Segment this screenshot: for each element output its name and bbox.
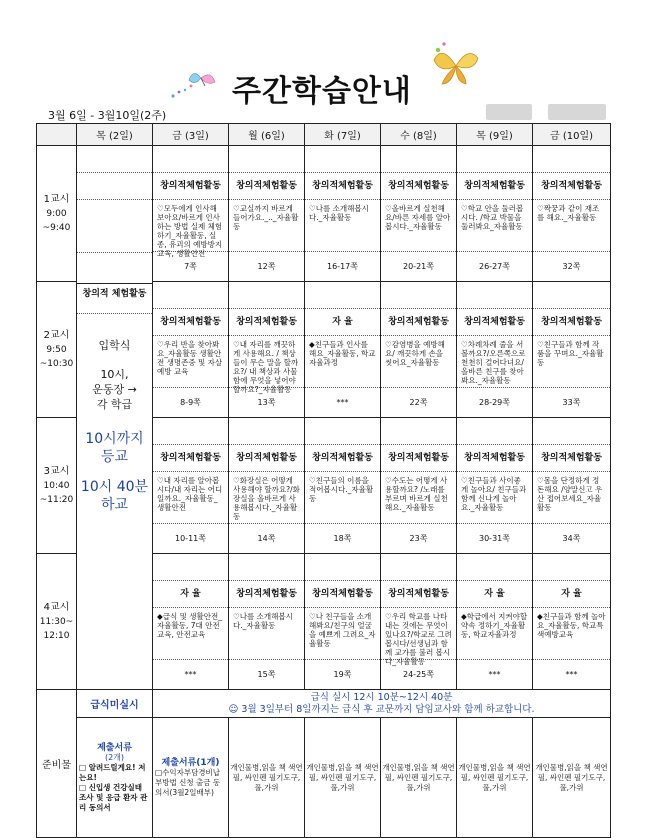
spacer xyxy=(229,146,304,173)
lesson-page: 33쪽 xyxy=(562,398,581,407)
lesson-page: 28-29쪽 xyxy=(479,398,510,407)
lesson-content: ◆급식 및 생활안전_자율활동, 7대 안전교육, 안전교육 xyxy=(153,608,228,660)
lesson-content: ♡수도는 어떻게 사용할까요? /노래를 부르며 바르게 실천해요._자율활동 xyxy=(381,472,456,524)
lesson-cell xyxy=(457,282,533,418)
lesson-page: *** xyxy=(565,670,578,679)
lesson-cell xyxy=(533,418,611,554)
lesson-page: 19쪽 xyxy=(333,670,352,679)
lesson-content: ◆친구들과 함께 놀아요_자율활동, 학교특색예방교육 xyxy=(533,608,610,660)
lesson-subject: 창의적체험활동 xyxy=(381,173,456,200)
lesson-cell xyxy=(381,146,457,282)
period-label xyxy=(37,554,77,690)
lunch-line-2: ☺ 3월 3일부터 8일까지는 급식 후 교문까지 담임교사와 함께 하교합니다. xyxy=(228,703,535,715)
lesson-page: 30-31쪽 xyxy=(479,534,510,543)
spacer xyxy=(229,282,304,309)
prep-row xyxy=(37,718,611,838)
redacted-text xyxy=(548,104,606,120)
lesson-content: ♡우리 반을 찾아봐요_자율활동 생활안전 생명존중 및 자살예방 교육 xyxy=(153,336,228,388)
lesson-subject: 창의적체험활동 xyxy=(153,309,228,336)
period-end: 12:10 xyxy=(43,630,70,641)
period-row xyxy=(37,146,611,282)
first-day-time: 10시, xyxy=(100,368,129,381)
lesson-cell xyxy=(229,146,305,282)
day-header: 화 (7일) xyxy=(305,124,381,146)
lesson-subject: 창의적체험활동 xyxy=(533,309,610,336)
page-header xyxy=(0,0,648,122)
weekly-schedule-table xyxy=(36,123,611,838)
day-header: 수 (8일) xyxy=(381,124,457,146)
period-name: 4교시 xyxy=(43,601,70,613)
lesson-content: ♡친구들의 이름을 적어봅시다._자율활동 xyxy=(305,472,380,524)
lesson-content: ♡몸을 단정하게 정돈해요 /양말신고 우산 접어보세요_자율활동 xyxy=(533,472,610,524)
lesson-page: 12쪽 xyxy=(257,262,276,271)
lesson-cell xyxy=(305,554,381,690)
spacer xyxy=(153,418,228,445)
first-day-event: 입학식 xyxy=(98,339,131,352)
lesson-subject: 자 율 xyxy=(533,581,610,608)
first-day-column xyxy=(77,146,153,690)
lesson-subject: 창의적체험활동 xyxy=(153,445,228,472)
lesson-cell xyxy=(305,418,381,554)
spacer xyxy=(153,146,228,173)
lesson-content: ♡나를 소개해봅시다._자율활동 xyxy=(229,608,304,660)
lesson-subject: 창의적체험활동 xyxy=(305,445,380,472)
prep-daily: 개인물병,읽을 책 색연필, 싸인펜 필기도구,풀,가위 xyxy=(229,718,305,838)
lesson-cell xyxy=(533,554,611,690)
lesson-content: ♡내 자리를 깨끗하게 사용해요. / 책상들이 무슨 말을 할까요?/ 내 책상과 사물함에 무엇을 넣어야할까요?_자율활동 xyxy=(229,336,304,388)
lesson-subject: 창의적체험활동 xyxy=(381,581,456,608)
spacer xyxy=(533,282,610,309)
lesson-content: ♡올바르게 실천해요/바른 자세를 알아봅시다._자율활동 xyxy=(381,200,456,252)
spacer xyxy=(533,418,610,445)
lesson-content: ♡차례차례 줄을 서볼까요?/오른쪽으로 천천히 걸어다녀요/올바른 친구를 찾아봐요._자율활동 xyxy=(457,336,532,388)
spacer xyxy=(153,554,228,581)
lesson-subject: 창의적체험활동 xyxy=(381,445,456,472)
spacer xyxy=(381,418,456,445)
lesson-content: ♡친구들과 함께 작품을 꾸며요._자율활동 xyxy=(533,336,610,388)
spacer xyxy=(381,554,456,581)
lesson-page: 24-25쪽 xyxy=(403,670,434,679)
lesson-cell xyxy=(305,146,381,282)
lesson-subject: 창의적체험활동 xyxy=(153,173,228,200)
lesson-cell xyxy=(381,554,457,690)
period-start: 11:30~ xyxy=(39,616,74,627)
lesson-page: 8-9쪽 xyxy=(180,398,201,407)
lesson-page: 15쪽 xyxy=(257,670,276,679)
prep-daily: 개인물병,읽을 책 색연필, 싸인펜 필기도구,풀,가위 xyxy=(381,718,457,838)
lesson-content: ♡짝꿍과 같이 재조를 해요._자율활동 xyxy=(533,200,610,252)
dismissal-note: 하교 xyxy=(100,497,129,513)
lesson-page: 18쪽 xyxy=(333,534,352,543)
lesson-page: 7쪽 xyxy=(184,262,197,271)
lunch-label: 급식미실시 xyxy=(77,690,153,718)
prep-day0-title: 제출서류 xyxy=(97,742,132,753)
spacer xyxy=(457,418,532,445)
period-name: 3교시 xyxy=(43,465,70,477)
period-end: ~11:20 xyxy=(39,494,74,505)
spacer xyxy=(533,554,610,581)
lesson-cell xyxy=(457,418,533,554)
spacer xyxy=(457,146,532,173)
lesson-page: 26-27쪽 xyxy=(479,262,510,271)
day-header: 금 (3일) xyxy=(153,124,229,146)
lesson-cell xyxy=(153,554,229,690)
lesson-cell xyxy=(457,146,533,282)
period-label xyxy=(37,146,77,282)
lesson-subject: 창의적체험활동 xyxy=(457,445,532,472)
lesson-content: ♡감염병을 예방해요/ 깨끗하게 손을 씻어요_자율활동 xyxy=(381,336,456,388)
spacer xyxy=(229,418,304,445)
first-day-place: 운동장 → xyxy=(92,383,137,396)
day-header: 목 (9일) xyxy=(457,124,533,146)
lesson-page: 14쪽 xyxy=(257,534,276,543)
first-day-dest: 각 학급 xyxy=(96,398,133,411)
day-header: 금 (10일) xyxy=(533,124,611,146)
lesson-content: ♡모두에게 인사해보아요/바르게 인사하는 방법 실제 체험하기_자율활동, 실종, 유괴의 예방방지교육, 생활안전 xyxy=(153,200,228,252)
lunch-info xyxy=(153,690,611,718)
lesson-cell xyxy=(381,418,457,554)
butterfly-sparkle-icon xyxy=(165,64,225,104)
lesson-subject: 창의적체험활동 xyxy=(229,445,304,472)
first-day-subj: 창의적 체험활동 xyxy=(77,284,152,314)
prep-day0-item: □ 알려드릴게요! 저는요! xyxy=(79,762,146,782)
lesson-content: ♡내 자리를 알아봅시다/내 자리는 어디일까요._자율활동_생활안전 xyxy=(153,472,228,524)
lesson-page: 20-21쪽 xyxy=(403,262,434,271)
lesson-subject: 창의적체험활동 xyxy=(305,173,380,200)
lesson-subject: 창의적체험활동 xyxy=(229,173,304,200)
period-label xyxy=(37,418,77,554)
lesson-cell xyxy=(305,282,381,418)
lesson-page: *** xyxy=(488,670,501,679)
period-label xyxy=(37,282,77,418)
lesson-page: *** xyxy=(184,670,197,679)
lesson-page: 32쪽 xyxy=(562,262,581,271)
lesson-subject: 창의적체험활동 xyxy=(305,581,380,608)
redacted-text xyxy=(486,104,532,120)
period-end: ~10:30 xyxy=(39,358,74,369)
butterfly-icon xyxy=(430,40,482,90)
spacer xyxy=(305,282,380,309)
prep-day0-count: (2개) xyxy=(104,752,125,762)
prep-day1-title: 제출서류(1개) xyxy=(161,757,220,768)
period-start: 9:00 xyxy=(46,208,67,219)
day-header: 목 (2일) xyxy=(77,124,153,146)
prep-day1-item: □수익자부담경비납부방법 신청 출금 동의서(3월2일배부) xyxy=(155,767,221,797)
lesson-page: 22쪽 xyxy=(409,398,428,407)
prep-day0 xyxy=(77,718,153,838)
spacer xyxy=(381,146,456,173)
lesson-content: ◆친구들과 인사를 해요_자율활동, 학교자율과정 xyxy=(305,336,380,388)
lesson-cell xyxy=(533,282,611,418)
day-header: 월 (6일) xyxy=(229,124,305,146)
spacer xyxy=(305,554,380,581)
lesson-subject: 창의적체험활동 xyxy=(457,309,532,336)
arrival-note: 10시까지 xyxy=(85,431,144,447)
date-range: 3월 6일 - 3월10일(2주) xyxy=(48,109,167,122)
lesson-content: ♡학교 안을 둘러봅시다. /학교 박물을 둘러봐요_자율활동 xyxy=(457,200,532,252)
spacer xyxy=(153,282,228,309)
lesson-content: ♡나 친구들을 소개해봐요/친구의 얼굴을 예쁘게 그려요_자율활동 xyxy=(305,608,380,660)
prep-label-text: 준비물 xyxy=(42,760,71,771)
lesson-page: 13쪽 xyxy=(257,398,276,407)
page-title: 주간학습안내 xyxy=(232,74,412,109)
lesson-cell xyxy=(153,282,229,418)
lesson-subject: 창의적체험활동 xyxy=(533,445,610,472)
period-start: 10:40 xyxy=(43,480,70,491)
lesson-page: 10-11쪽 xyxy=(175,534,206,543)
arrival-note: 등교 xyxy=(100,449,129,465)
lesson-subject: 창의적체험활동 xyxy=(533,173,610,200)
spacer xyxy=(305,418,380,445)
prep-label xyxy=(37,690,77,838)
spacer xyxy=(229,554,304,581)
prep-day0-item: □ 신입생 건강실태 조사 및 응급 환자 관리 동의서 xyxy=(79,782,148,812)
lesson-page: 16-17쪽 xyxy=(327,262,358,271)
lesson-subject: 창의적체험활동 xyxy=(229,309,304,336)
spacer xyxy=(457,554,532,581)
lesson-cell xyxy=(229,418,305,554)
lesson-cell xyxy=(533,146,611,282)
lesson-content: ♡나를 소개해봅시다._자율활동 xyxy=(305,200,380,252)
lesson-page: 23쪽 xyxy=(409,534,428,543)
spacer xyxy=(457,282,532,309)
prep-daily: 개인물병,읽을 책 색연필, 싸인펜 필기도구,풀,가위 xyxy=(457,718,533,838)
lesson-content: ♡교실까지 바르게 들어가요._.._자율활동 xyxy=(229,200,304,252)
lesson-cell xyxy=(457,554,533,690)
lesson-cell xyxy=(381,282,457,418)
lesson-subject: 자 율 xyxy=(457,581,532,608)
lesson-subject: 창의적체험활동 xyxy=(229,581,304,608)
lesson-content: ♡화장실은 어떻게 사용해야 할까요?/화장실을 올바르게 사용해봅시다._자율활동 xyxy=(229,472,304,524)
lesson-subject: 창의적체험활동 xyxy=(381,309,456,336)
lesson-cell xyxy=(229,554,305,690)
lesson-subject: 자 율 xyxy=(305,309,380,336)
lesson-cell xyxy=(153,418,229,554)
lesson-cell xyxy=(229,282,305,418)
lesson-page: *** xyxy=(336,398,349,407)
period-name: 2교시 xyxy=(43,329,70,341)
lesson-content: ♡우리 학교를 나타내는 것에는 무엇이 있나요?/학교로 그려봅시다/선생님과 함께 교가를 불러 봅시다_자율활동 xyxy=(381,608,456,660)
prep-daily: 개인물병,읽을 책 색연필, 싸인펜 필기도구,풀,가위 xyxy=(305,718,381,838)
prep-daily: 개인물병,읽을 책 색연필, 싸인펜 필기도구,풀,가위 xyxy=(533,718,611,838)
period-end: ~9:40 xyxy=(42,222,71,233)
spacer xyxy=(305,146,380,173)
spacer xyxy=(381,282,456,309)
lesson-subject: 자 율 xyxy=(153,581,228,608)
lunch-row xyxy=(37,690,611,718)
dismissal-note: 10시 40분 xyxy=(80,479,149,495)
lesson-subject: 창의적체험활동 xyxy=(457,173,532,200)
lesson-content: ◆학급에서 지켜야할 약속 정하기_자율활동, 학교자율과정 xyxy=(457,608,532,660)
prep-day1 xyxy=(153,718,229,838)
lunch-line-1: 급식 실시 12시 10분~12시 40분 xyxy=(310,691,453,703)
period-name: 1교시 xyxy=(43,193,70,205)
period-start: 9:50 xyxy=(46,344,67,355)
spacer xyxy=(533,146,610,173)
day-header-row xyxy=(37,124,611,146)
corner-cell xyxy=(37,124,77,146)
lesson-cell xyxy=(153,146,229,282)
lesson-page: 34쪽 xyxy=(562,534,581,543)
lesson-content: ♡친구들과 사이좋게 놀아요/ 친구들과 함께 신나게 놀아요._자율활동 xyxy=(457,472,532,524)
